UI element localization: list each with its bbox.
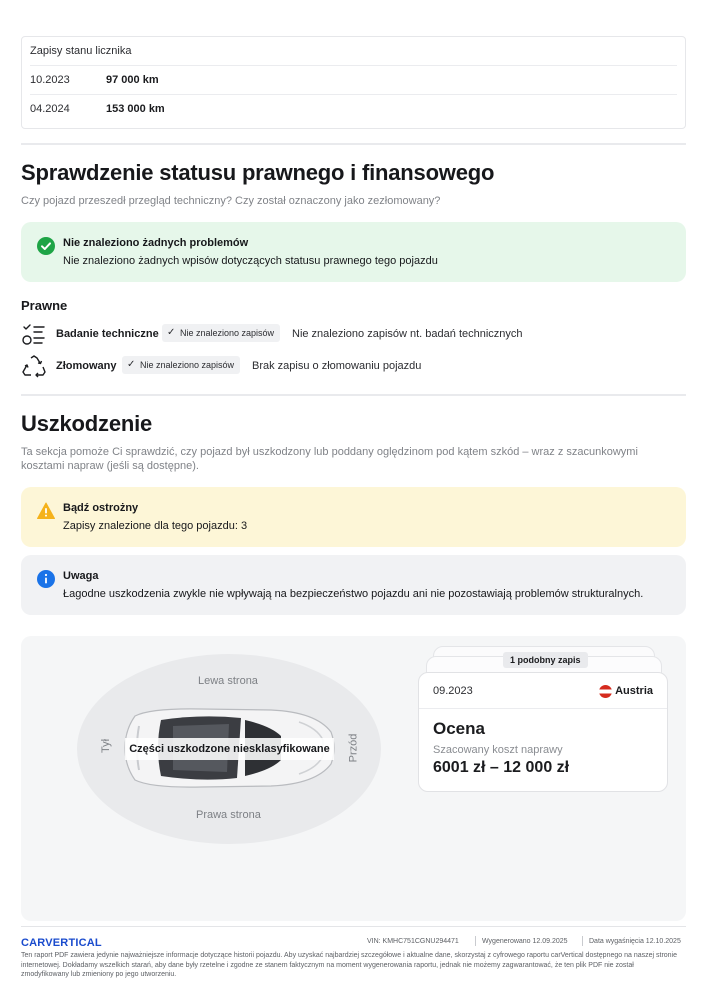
record-date: 09.2023 — [433, 685, 473, 697]
record-country: Austria — [615, 685, 653, 697]
warning-icon — [37, 502, 55, 520]
record-title: Ocena — [433, 719, 485, 738]
legal-row-name: Złomowany — [56, 360, 117, 372]
left-side-label: Lewa strona — [198, 675, 258, 687]
similar-records-chip[interactable]: 1 podobny zapis — [503, 652, 588, 668]
note-alert — [21, 555, 686, 615]
legal-row-description: Brak zapisu o złomowaniu pojazdu — [252, 360, 422, 372]
alert-title: Nie znaleziono żadnych problemów — [63, 237, 249, 249]
damage-diagram-panel — [21, 636, 686, 921]
footer-expiry: Data wygaśnięcia 12.10.2025 — [589, 938, 681, 945]
section-divider — [21, 394, 686, 396]
alert-message: Nie znaleziono żadnych wpisów dotyczących statusu prawnego tego pojazdu — [63, 255, 438, 267]
damage-section-subheading-line1: Ta sekcja pomoże Ci sprawdzić, czy pojazd był uszkodzony lub poddany oględzinom pod kątem szkód – wraz z szacunkowymi — [21, 446, 638, 458]
check-circle-icon — [37, 237, 55, 255]
unclassified-damaged-parts-label: Części uszkodzone niesklasyfikowane — [125, 738, 334, 760]
record-divider — [419, 708, 667, 709]
right-side-label: Prawa strona — [196, 809, 261, 821]
status-chip — [122, 356, 240, 374]
no-problems-alert — [21, 222, 686, 282]
damage-record-card[interactable] — [418, 672, 668, 792]
damage-section-subheading-line2: kosztami napraw (jeśli są dostępne). — [21, 460, 199, 472]
alert-message: Zapisy znalezione dla tego pojazdu: 3 — [63, 520, 248, 532]
front-label: Przód — [347, 733, 360, 763]
legal-row-inspection — [21, 323, 686, 347]
alert-message: Łagodne uszkodzenia zwykle nie wpływają na bezpieczeństwo pojazdu ani nie pozostawiają problemów strukturalnych. — [63, 588, 644, 600]
odometer-value: 153 000 km — [106, 103, 165, 115]
footer-generated: Wygenerowano 12.09.2025 — [482, 938, 568, 945]
odometer-row — [30, 94, 677, 123]
footer-divider — [21, 926, 686, 927]
carvertical-logo: CARVERTICAL — [21, 937, 102, 949]
checklist-icon — [21, 323, 47, 347]
section-divider — [21, 143, 686, 145]
rear-label: Tył — [100, 738, 113, 754]
caution-alert — [21, 487, 686, 547]
odometer-date: 04.2024 — [30, 103, 70, 115]
legal-row-scrapped — [21, 355, 686, 379]
odometer-row — [30, 65, 677, 94]
odometer-date: 10.2023 — [30, 74, 70, 86]
legal-group-label: Prawne — [21, 298, 68, 313]
check-icon: ✓ — [127, 359, 136, 370]
legal-row-description: Nie znaleziono zapisów nt. badań technicznych — [292, 328, 523, 340]
status-chip-label: Nie znaleziono zapisów — [140, 360, 235, 370]
damage-section-heading: Uszkodzenie — [21, 411, 153, 436]
footer-separator — [475, 936, 476, 946]
odometer-records-card — [21, 36, 686, 129]
legal-section-subheading: Czy pojazd przeszedł przegląd techniczny? Czy został oznaczony jako zezłomowany? — [21, 195, 441, 207]
alert-title: Uwaga — [63, 570, 99, 582]
status-chip — [162, 324, 280, 342]
footer-vin: VIN: KMHC751CGNU294471 — [367, 938, 459, 945]
legal-section-heading: Sprawdzenie statusu prawnego i finansowego — [21, 160, 495, 185]
footer-disclaimer: Ten raport PDF zawiera jedynie najważniejsze informacje dotyczące historii pojazdu. Aby uzyskać najbardziej szczegółowe i aktualne dane, skorzystaj z cyfrowego raportu carVertical dostępnego na naszej stronie internetowej. Dokładamy wszelkich starań, aby dane były rzetelne i zgodne ze stanem faktycznym na moment wygenerowania raportu, jednak nie możemy zagwarantować, że ten plik PDF nie został zmodyfikowany lub zmieniony po jego utworzeniu. — [21, 952, 678, 978]
status-chip-label: Nie znaleziono zapisów — [180, 328, 275, 338]
alert-title: Bądź ostrożny — [63, 502, 139, 514]
odometer-records-title: Zapisy stanu licznika — [30, 45, 132, 57]
check-icon: ✓ — [167, 327, 176, 338]
recycle-icon — [21, 355, 47, 379]
odometer-value: 97 000 km — [106, 74, 159, 86]
austria-flag-icon — [599, 685, 612, 698]
info-icon — [37, 570, 55, 588]
repair-cost-value: 6001 zł – 12 000 zł — [433, 759, 570, 776]
footer-separator — [582, 936, 583, 946]
legal-row-name: Badanie techniczne — [56, 328, 159, 340]
repair-cost-label: Szacowany koszt naprawy — [433, 744, 563, 756]
